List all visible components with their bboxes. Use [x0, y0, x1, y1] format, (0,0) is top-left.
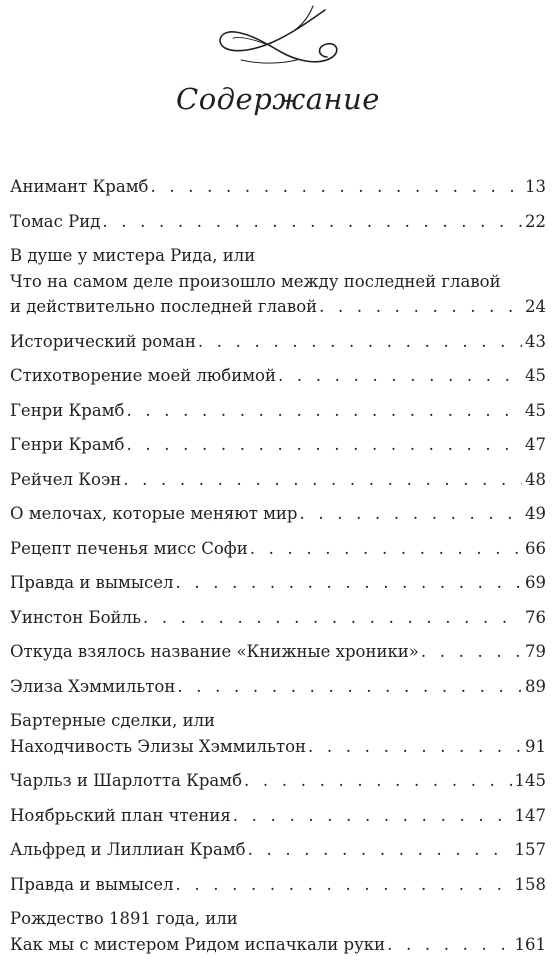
dot-leader — [126, 398, 522, 424]
toc-entry-title: Правда и вымысел — [10, 874, 174, 894]
contents-title: Содержание — [176, 82, 380, 116]
toc-entry-title: Генри Крамб — [10, 435, 125, 454]
dot-leader — [319, 294, 522, 320]
toc-entry-title: Рецепт печенья мисс Софи — [10, 538, 248, 558]
dot-leader — [421, 639, 522, 665]
toc-entry-title: Альфред и Лиллиан Крамб — [10, 840, 246, 859]
toc-entry-title: Анимант Крамб — [10, 177, 149, 196]
toc-entry-row — [10, 639, 546, 665]
toc-entry-title: Правда и вымысел — [10, 573, 174, 592]
dot-leader — [278, 363, 522, 389]
toc-entry-title: О мелочах, которые меняют мир — [10, 504, 298, 523]
toc-entry-title-line: Бартерные сделки, или — [10, 711, 216, 730]
toc-entry[interactable] — [10, 674, 546, 700]
dot-leader — [233, 803, 512, 829]
toc-page-number: 69 — [525, 573, 546, 592]
toc-entry-title: Исторический роман — [10, 331, 196, 351]
toc-entry[interactable] — [10, 803, 546, 829]
toc-entry[interactable] — [10, 174, 546, 200]
toc-entry[interactable] — [10, 837, 546, 863]
toc-entry-row — [10, 605, 546, 631]
toc-page-number: 158 — [514, 874, 546, 894]
toc-entry-row — [10, 398, 546, 424]
toc-entry-row — [10, 570, 546, 596]
toc-page-number: 66 — [525, 538, 546, 558]
toc-entry-row — [10, 467, 546, 493]
toc-entry-title: Элиза Хэммильтон — [10, 676, 176, 696]
toc-page-number: 76 — [525, 607, 546, 627]
toc-entry-row — [10, 363, 546, 389]
toc-entry[interactable] — [10, 605, 546, 631]
toc-entry-row — [10, 872, 546, 898]
toc-entry-title: Томас Рид — [10, 211, 101, 231]
toc-page-number: 49 — [525, 504, 546, 523]
toc-entry-title-line: Что на самом деле произошло между последней главой — [10, 271, 501, 291]
toc-entry-title: Находчивость Элизы Хэммильтон — [10, 736, 307, 756]
toc-entry-title: Генри Крамб — [10, 400, 125, 420]
toc-entry-row — [10, 768, 546, 794]
toc-page-number: 145 — [514, 771, 546, 790]
toc-entry-row — [10, 432, 546, 458]
toc-entry[interactable] — [10, 906, 546, 957]
toc-entry[interactable] — [10, 467, 546, 493]
dot-leader — [175, 872, 511, 898]
toc-entry[interactable] — [10, 570, 546, 596]
toc-entry-row — [10, 174, 546, 200]
toc-entry[interactable] — [10, 243, 546, 320]
dot-leader — [123, 467, 522, 493]
dot-leader — [102, 209, 522, 235]
toc-page-number: 147 — [514, 805, 546, 825]
toc-entry-row — [10, 536, 546, 562]
toc-entry-title: Как мы с мистером Ридом испачкали руки — [10, 934, 386, 954]
toc-entry-row — [10, 932, 546, 958]
toc-page-number: 45 — [525, 366, 546, 385]
toc-entry-row — [10, 837, 546, 863]
toc-page-number: 22 — [525, 211, 546, 231]
toc-entry-title: Рейчел Коэн — [10, 469, 122, 489]
toc-entry-row — [10, 209, 546, 235]
toc-page-number: 89 — [525, 676, 546, 696]
dot-leader — [244, 768, 511, 794]
toc-page-number: 43 — [525, 331, 546, 351]
toc-entry[interactable] — [10, 432, 546, 458]
dot-leader — [126, 432, 522, 458]
toc-entry-title: Чарльз и Шарлотта Крамб — [10, 771, 243, 790]
dot-leader — [387, 932, 511, 958]
toc-entry-title-line: Рождество 1891 года, или — [10, 909, 238, 928]
toc-entry-row — [10, 501, 546, 527]
dot-leader — [150, 174, 522, 200]
toc-entry[interactable] — [10, 329, 546, 355]
toc-entry[interactable] — [10, 501, 546, 527]
toc-entry[interactable] — [10, 363, 546, 389]
toc-entry[interactable] — [10, 639, 546, 665]
dot-leader — [248, 837, 512, 863]
toc-entry-title: Стихотворение моей любимой — [10, 366, 276, 385]
toc-entry-title: Откуда взялось название «Книжные хроники» — [10, 642, 419, 661]
toc-entry[interactable] — [10, 768, 546, 794]
toc-entry[interactable] — [10, 536, 546, 562]
toc-entry[interactable] — [10, 708, 546, 759]
toc-page-number: 24 — [525, 297, 546, 316]
dot-leader — [308, 734, 522, 760]
toc-page-number: 48 — [525, 469, 546, 489]
dot-leader — [299, 501, 522, 527]
toc-page-number: 13 — [525, 177, 546, 196]
toc-page-number: 161 — [514, 934, 546, 954]
toc-page-number: 45 — [525, 400, 546, 420]
toc-entry[interactable] — [10, 209, 546, 235]
dot-leader — [177, 674, 522, 700]
toc-page-number: 79 — [525, 642, 546, 661]
toc-entry-row — [10, 734, 546, 760]
toc-page-number: 91 — [525, 736, 546, 756]
toc-entry-row — [10, 329, 546, 355]
toc-page-number: 157 — [514, 840, 546, 859]
toc-entry[interactable] — [10, 398, 546, 424]
dot-leader — [143, 605, 522, 631]
toc-entry-row — [10, 803, 546, 829]
toc-entry-title: Ноябрьский план чтения — [10, 805, 231, 825]
flourish-ornament-icon — [213, 2, 343, 78]
toc-entry-row — [10, 674, 546, 700]
dot-leader — [198, 329, 522, 355]
table-of-contents — [10, 174, 546, 966]
toc-entry-title: и действительно последней главой — [10, 297, 318, 316]
toc-entry[interactable] — [10, 872, 546, 898]
toc-entry-title-line: В душе у мистера Рида, или — [10, 246, 256, 265]
dot-leader — [175, 570, 522, 596]
toc-page-number: 47 — [525, 435, 546, 454]
toc-entry-title: Уинстон Бойль — [10, 607, 141, 627]
toc-entry-row — [10, 294, 546, 320]
dot-leader — [250, 536, 522, 562]
